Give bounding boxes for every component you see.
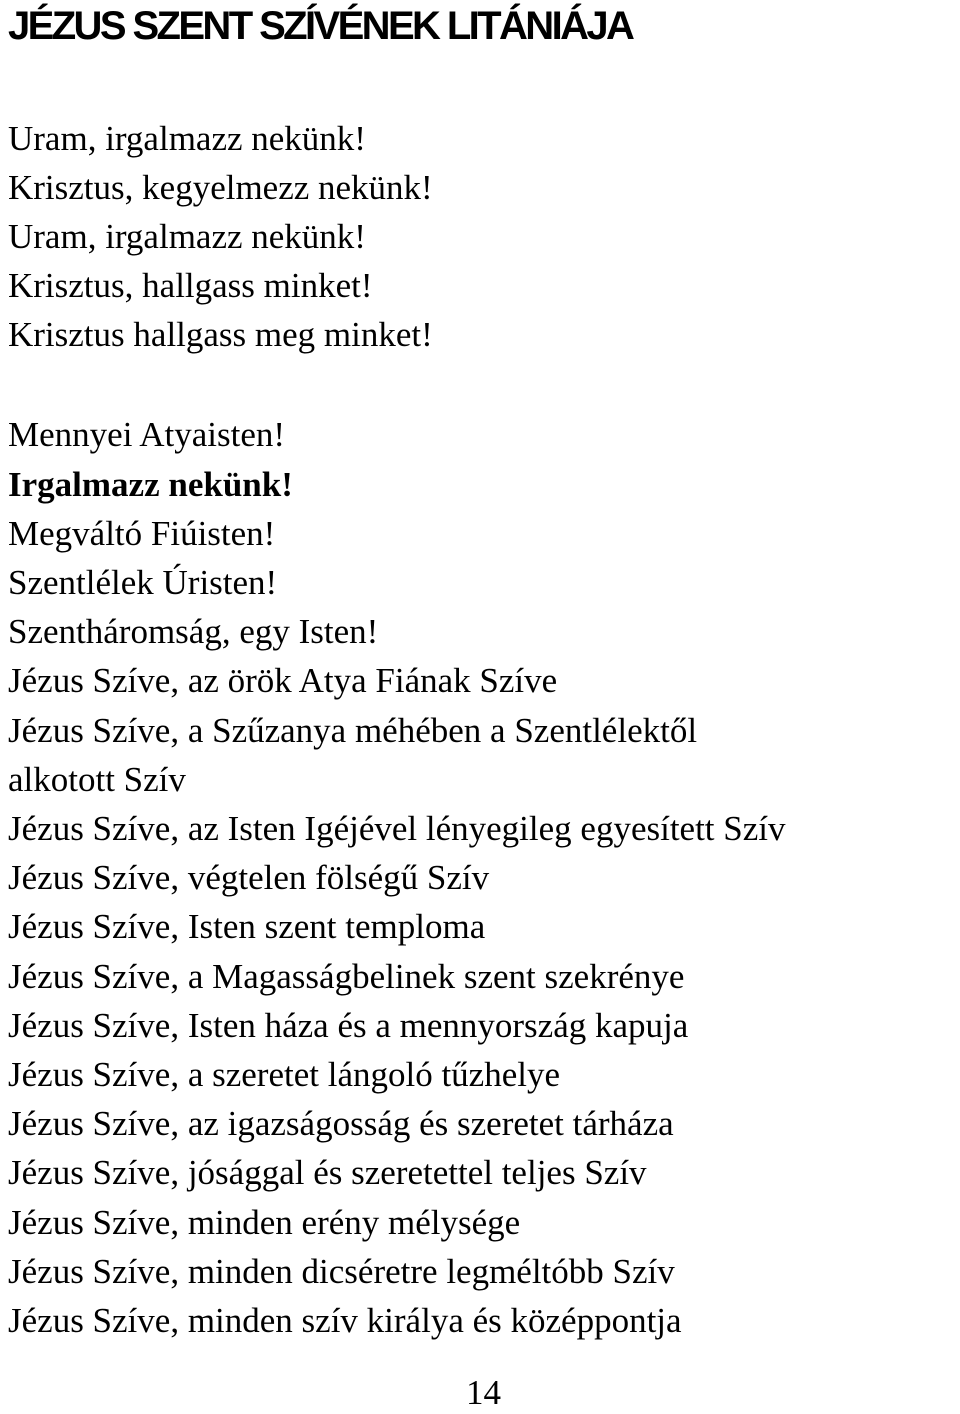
litany-line: Jézus Szíve, a Szűzanya méhében a Szentlélektől [8,711,698,750]
litany-line: Jézus Szíve, a Magasságbelinek szent szekrénye [8,957,685,996]
litany-line: Szentlélek Úristen! [8,563,278,602]
litany-line: Jézus Szíve, az örök Atya Fiának Szíve [8,661,558,700]
litany-line: Jézus Szíve, minden szív királya és középpontja [8,1301,682,1340]
litany-line: Jézus Szíve, Isten háza és a mennyország kapuja [8,1006,689,1045]
litany-line: Jézus Szíve, végtelen fölségű Szív [8,858,490,897]
litany-line: Jézus Szíve, minden dicséretre legméltóbb Szív [8,1252,675,1291]
litany-line: Krisztus hallgass meg minket! [8,315,433,354]
litany-line: alkotott Szív [8,760,186,799]
litany-line: Jézus Szíve, a szeretet lángoló tűzhelye [8,1055,561,1094]
litany-line: Krisztus, hallgass minket! [8,266,373,305]
litany-line: Jézus Szíve, jósággal és szeretettel teljes Szív [8,1153,647,1192]
litany-line: Uram, irgalmazz nekünk! [8,119,366,158]
litany-line: Szentháromság, egy Isten! [8,612,379,651]
litany-line: Jézus Szíve, Isten szent temploma [8,907,486,946]
litany-line: Uram, irgalmazz nekünk! [8,217,366,256]
litany-line: Mennyei Atyaisten! [8,415,286,454]
litany-line: Krisztus, kegyelmezz nekünk! [8,168,433,207]
litany-line: Megváltó Fiúisten! [8,514,276,553]
litany-line: Jézus Szíve, az Isten Igéjével lényegileg egyesített Szív [8,809,786,848]
response-line: Irgalmazz nekünk! [8,465,293,504]
page-number: 14 [466,1373,501,1412]
litany-line: Jézus Szíve, minden erény mélysége [8,1203,521,1242]
litany-line: Jézus Szíve, az igazságosság és szeretet tárháza [8,1104,674,1143]
document-title: JÉZUS SZENT SZÍVÉNEK LITÁNIÁJA [8,4,633,48]
